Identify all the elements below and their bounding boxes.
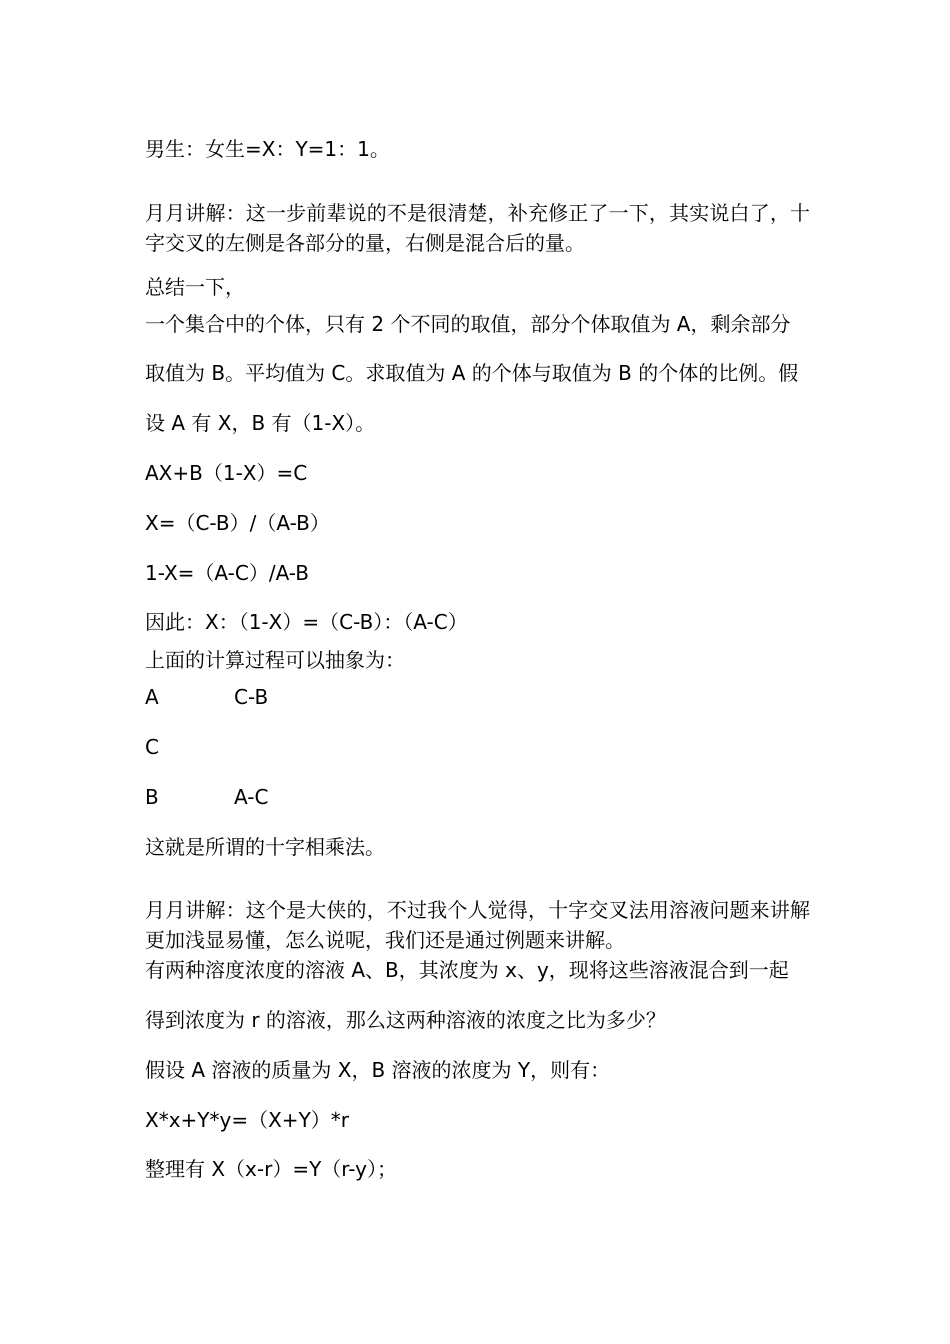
cross-row2-left: C: [145, 735, 159, 759]
ratio-line: 男生：女生=X：Y=1：1。: [145, 137, 390, 161]
cross-row1-left: A: [145, 685, 159, 709]
cross-row3-left: B: [145, 785, 159, 809]
commentary-paragraph-1: 月月讲解：这一步前辈说的不是很清楚，补充修正了一下，其实说白了，十字交叉的左侧是各部分的量，右侧是混合后的量。: [145, 201, 810, 255]
equation-5: X*x+Y*y=（X+Y）*r: [145, 1108, 350, 1132]
cross-row1-right: C-B: [234, 685, 269, 709]
summary-intro: 总结一下，: [145, 275, 245, 299]
cross-method-name: 这就是所谓的十字相乘法。: [145, 835, 385, 859]
summary-line-1: 一个集合中的个体，只有 2 个不同的取值，部分个体取值为 A，剩余部分: [145, 312, 791, 336]
abstract-intro: 上面的计算过程可以抽象为：: [145, 648, 405, 672]
equation-2: X=（C-B）/（A-B）: [145, 511, 330, 535]
assume-line: 假设 A 溶液的质量为 X，B 溶液的浓度为 Y，则有：: [145, 1058, 611, 1082]
summary-line-3: 设 A 有 X，B 有（1-X）。: [145, 411, 376, 435]
problem-line-2: 得到浓度为 r 的溶液，那么这两种溶液的浓度之比为多少？: [145, 1008, 666, 1032]
equation-3: 1-X=（A-C）/A-B: [145, 561, 310, 585]
equation-1: AX+B（1-X）=C: [145, 461, 308, 485]
cross-row3-right: A-C: [234, 785, 269, 809]
equation-4: 因此：X：（1-X）=（C-B）：（A-C）: [145, 610, 468, 634]
summary-line-2: 取值为 B。平均值为 C。求取值为 A 的个体与取值为 B 的个体的比例。假: [145, 361, 799, 385]
commentary-paragraph-2: 月月讲解：这个是大侠的，不过我个人觉得，十字交叉法用溶液问题来讲解更加浅显易懂，怎么说呢，我们还是通过例题来讲解。: [145, 898, 810, 952]
equation-6: 整理有 X（x-r）=Y（r-y）；: [145, 1157, 397, 1181]
problem-line-1: 有两种溶度浓度的溶液 A、B，其浓度为 x、y，现将这些溶液混合到一起: [145, 958, 789, 982]
